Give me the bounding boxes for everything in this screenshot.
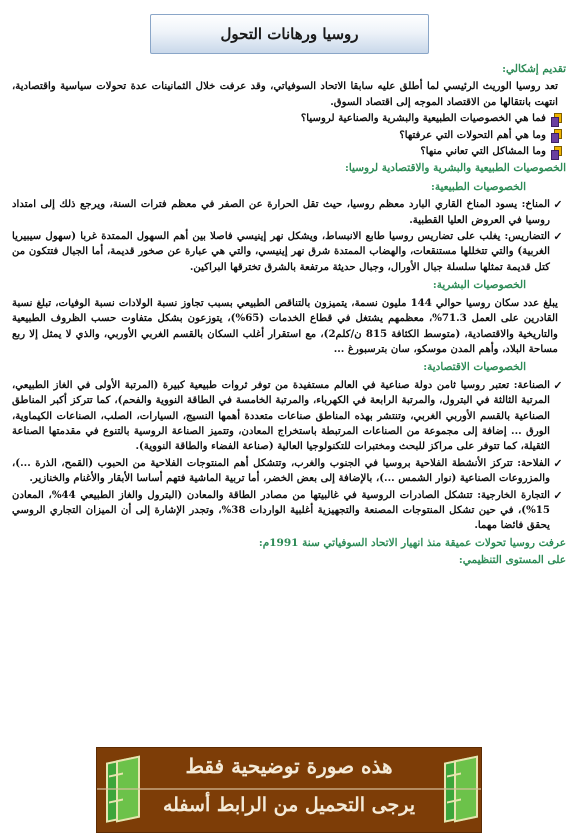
books-icon [552, 113, 562, 125]
section2-heading: عرفت روسيا تحولات عميقة منذ انهيار الاتحاد السوفياتي سنة 1991م: [258, 536, 566, 549]
banner-divider [97, 788, 481, 790]
bullet-text: التجارة الخارجية: تتشكل الصادرات الروسية في غالبيتها من مصادر الطاقة والمعادن (البترول والغاز الطبيعي 44%، المعادن 15%)، في حين تشكل المنتوجات المصنعة والتجهيزية أغلبية الواردات 38%، وتجدر الإشارة إلى أن الميزان التجاري الروسي يحقق فائضا مهما. [12, 488, 550, 532]
books-icon [552, 129, 562, 141]
natural-heading: الخصوصيات الطبيعية: [430, 180, 526, 193]
bullet-text: الصناعة: تعتبر روسيا ثامن دولة صناعية في العالم مستفيدة من توفر ثروات طبيعية كبيرة (المرتبة الأولى في الغاز الطبيعي، المرتبة الثالثة في البترول، والمرتبة الرابعة في الكهرباء، والمرتبة الخامسة في الطاقة النووية والفحم)، كما تتركز أكبر المناطق الصناعية بالقسم الأوربي الغربي، وتنتشر بهذه المناطق صناعات متعددة أهمها النسيج، السيارات، الصلب، الصناعات الكيماوية، الورق ... إضافة إلى مجموعة من الصناعات المرتبطة باستخراج المعادن، وتتميز الصناعة الروسية بالتنوع في مقدمتها الصناعة الثقيلة، كما تتوفر على مراكز للبحث ومختبرات للتكنولوجيا العالية (صناعة الفضاء والطاقة النووية). [12, 378, 550, 453]
section1-heading: الخصوصيات الطبيعية والبشرية والاقتصادية لروسيا: [344, 162, 566, 175]
human-heading: الخصوصيات البشرية: [432, 279, 526, 292]
books-icon [552, 146, 562, 158]
human-paragraph: يبلغ عدد سكان روسيا حوالي 144 مليون نسمة، يتميزون بالتناقص الطبيعي بسبب تجاوز نسبة الولادات نسبة الوفيات، تبلغ نسبة القادرين على العمل 71.3%، معظمهم يشتغل في قطاع الخدمات (65%)، يتوزعون بشكل متفاوت حسب الظروف الطبيعية والتاريخية والاقتصادية، (متوسط الكثافة 815 ن/كلم2)، مع استقرار أغلب السكان بالقسم الغربي الأوربي، والذي لا يمثل إلا ربع مساحة البلاد، وأهم المدن موسكو، سان بترسبورغ ... [12, 296, 558, 355]
economic-heading: الخصوصيات الاقتصادية: [423, 361, 526, 374]
bullet-item [12, 456, 566, 487]
document-body [12, 60, 566, 571]
banner-line-2: يرجى التحميل من الرابط أسفله [162, 794, 416, 816]
checkmark-icon: ✓ [553, 230, 563, 244]
checkmark-icon: ✓ [553, 378, 563, 392]
checkmark-icon: ✓ [553, 456, 563, 470]
book-icon [438, 758, 478, 822]
question-text: وما هي أهم التحولات التي عرفتها؟ [399, 128, 546, 141]
bullet-text: التضاريس: يغلب على تضاريس روسيا طابع الانبساط، ويشكل نهر إينيسي فاصلا بين أهم السهول الممتدة غربا (سهول سيبيريا الغربية) والتي تتخللها مستنقعات، والهضاب الممتدة شرق نهر إينيسي، والتي هي عبارة عن صخور قديمة، أما الجبال فتتكون من كتل قديمة تمثلها سلسلة جبال الأورال، وجبال حديثة مرتفعة بالشرق تخترقها البراكين. [12, 230, 550, 273]
bullet-text: المناخ: يسود المناخ القاري البارد معظم روسيا، حيث تقل الحرارة عن الصفر في معظم فترات السنة، ويرجع ذلك إلى امتداد روسيا في العروض العليا القطبية. [12, 198, 550, 226]
bullet-item [12, 378, 566, 455]
question-item [12, 111, 562, 126]
question-text: فما هي الخصوصيات الطبيعية والبشرية والصناعية لروسيا؟ [300, 112, 546, 125]
bullet-item [12, 229, 566, 275]
bullet-item [12, 197, 566, 228]
book-icon [100, 758, 140, 822]
bullet-item [12, 488, 566, 534]
intro-heading: تقديم إشكالي: [502, 63, 566, 75]
checkmark-icon: ✓ [553, 198, 563, 212]
question-item [12, 144, 562, 159]
download-banner[interactable] [96, 747, 482, 833]
bullet-text: الفلاحة: تتركز الأنشطة الفلاحية بروسيا في الجنوب والغرب، وتتشكل أهم المنتوجات الفلاحية من الحبوب (القمح، الذرة ...)، والمزروعات الصناعية (نوار الشمس ...)، بالإضافة إلى بعض الخضر، أما تربية الماشية فتهم أساسا الأبقار والأغنام والخنازير. [12, 456, 550, 485]
section2-subheading: على المستوى التنظيمي: [458, 554, 566, 567]
page-title: روسيا ورهانات التحول [150, 14, 429, 54]
banner-line-1: هذه صورة توضيحية فقط [185, 754, 393, 778]
checkmark-icon: ✓ [553, 488, 563, 502]
question-item [12, 128, 562, 143]
intro-paragraph: تعد روسيا الوريث الرئيسي لما أطلق عليه سابقا الاتحاد السوفياتي، وقد عرفت خلال الثمانينات عدة تحولات سياسية واقتصادية، انتهت بانتقالها من الاقتصاد الموجه إلى اقتصاد السوق. [12, 80, 558, 108]
question-text: وما المشاكل التي تعاني منها؟ [420, 145, 546, 158]
